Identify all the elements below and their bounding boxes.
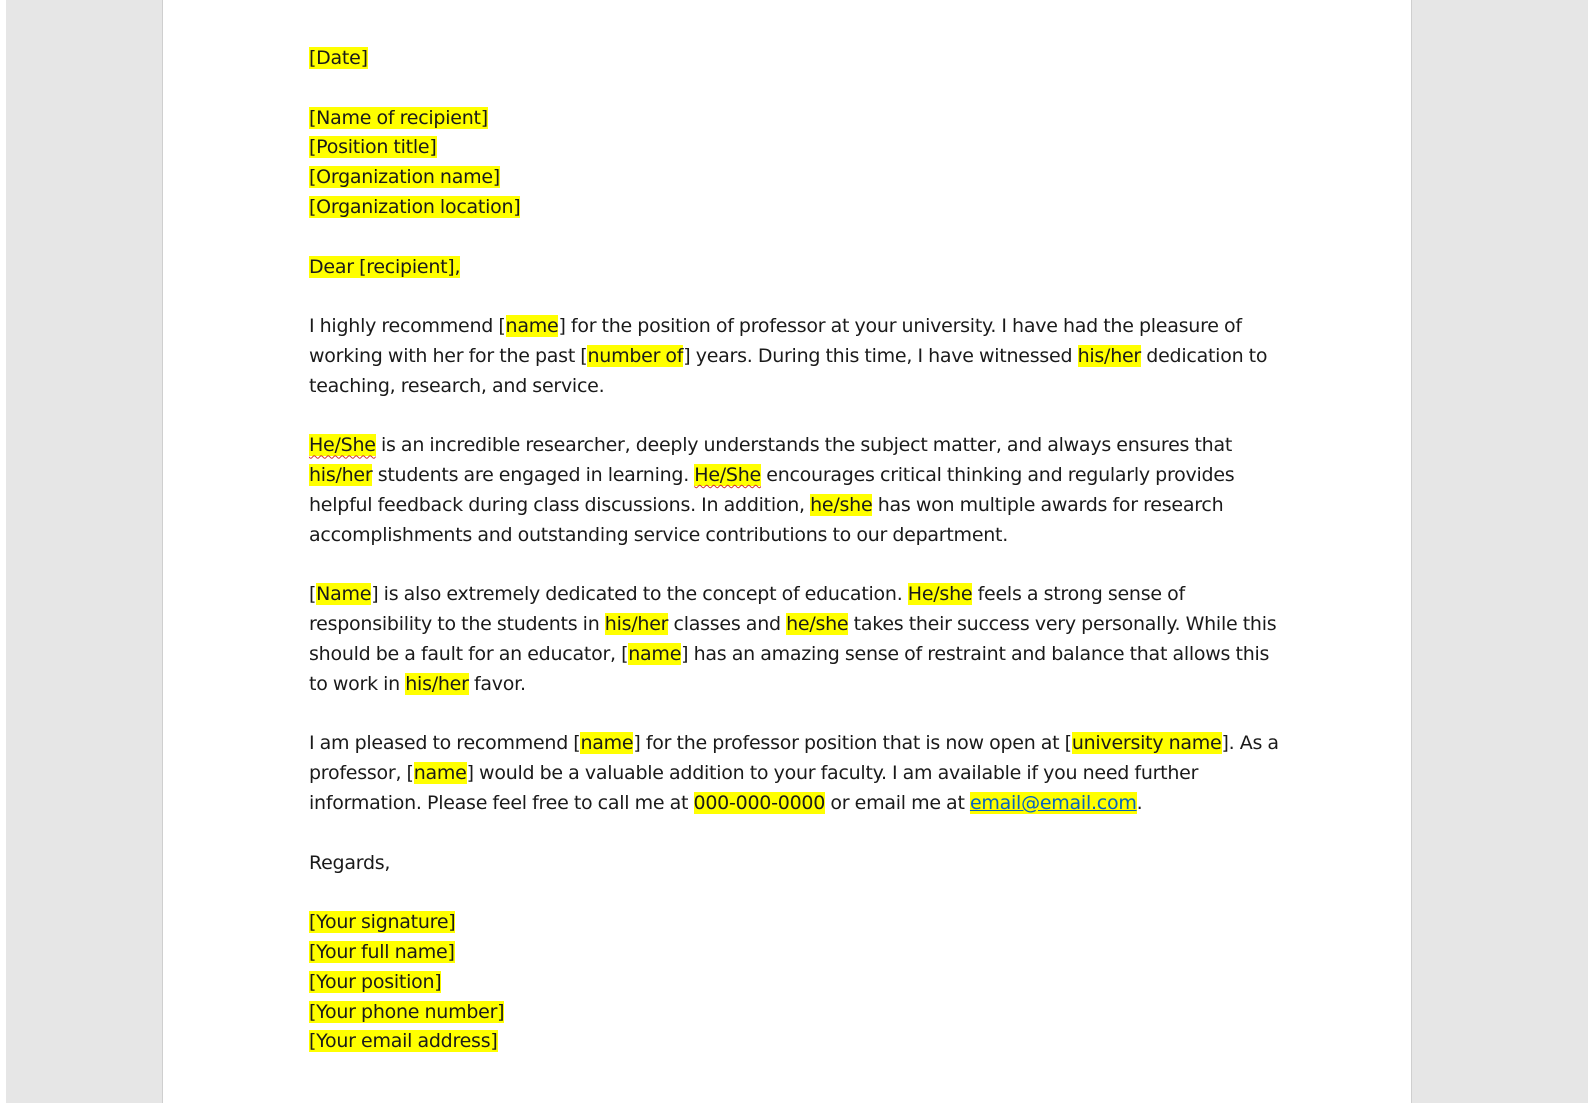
p3-text: classes and	[668, 613, 787, 636]
window-edge	[0, 0, 6, 1103]
p1-text: ] years. During this time, I have witnessed	[683, 344, 1078, 367]
spacer	[309, 700, 1284, 730]
phone-line	[309, 998, 1284, 1028]
position-placeholder: [Your position]	[309, 970, 442, 993]
recipient-organization-placeholder: [Organization name]	[309, 166, 500, 189]
full-name-line	[309, 938, 1284, 968]
p2-pronoun-placeholder: He/She	[309, 434, 376, 457]
full-name-placeholder: [Your full name]	[309, 940, 455, 963]
p3-text: feels a strong sense of responsibility to the students in	[309, 583, 1185, 636]
p3-text: ] is also extremely dedicated to the concept of education.	[371, 583, 908, 606]
spacer	[309, 551, 1284, 581]
spacer	[309, 402, 1284, 432]
p4-university-placeholder: university name	[1071, 732, 1222, 755]
p2-text: is an incredible researcher, deeply understands the subject matter, and always ensures that	[375, 434, 1233, 457]
email-address-placeholder: [Your email address]	[309, 1030, 498, 1053]
signature-line	[309, 908, 1284, 938]
p2-pronoun-placeholder: He/She	[694, 464, 761, 487]
paragraph-3	[309, 580, 1284, 699]
p4-name-placeholder: name	[580, 732, 634, 755]
position-line	[309, 968, 1284, 998]
document-body[interactable]	[309, 44, 1284, 1057]
p1-pronoun-placeholder: his/her	[1077, 344, 1141, 367]
p1-name-placeholder: name	[505, 315, 559, 338]
p3-name-placeholder: name	[628, 642, 682, 665]
p3-pronoun-placeholder: his/her	[405, 672, 469, 695]
p4-text: ] for the professor position that is now open at [	[633, 732, 1072, 755]
closing: Regards,	[309, 851, 391, 874]
p3-text: ] has an amazing sense of restraint and balance that allows this to work in	[309, 642, 1270, 695]
date-line	[309, 44, 1284, 74]
recipient-location-placeholder: [Organization location]	[309, 195, 521, 218]
p3-name-placeholder: Name	[316, 583, 372, 606]
p3-pronoun-placeholder: He/she	[907, 583, 973, 606]
salutation: Dear [recipient],	[309, 255, 461, 278]
recipient-position-line	[309, 133, 1284, 163]
recipient-position-placeholder: [Position title]	[309, 136, 437, 159]
p3-text: [	[309, 583, 317, 606]
email-link[interactable]: email@email.com	[969, 791, 1137, 814]
paragraph-2	[309, 431, 1284, 550]
p4-text: I am pleased to recommend [	[309, 732, 581, 755]
recipient-name-line	[309, 104, 1284, 134]
salutation-line	[309, 253, 1284, 283]
p3-pronoun-placeholder: his/her	[604, 613, 669, 636]
spacer	[309, 819, 1284, 849]
p1-text: dedication to teaching, research, and service.	[309, 344, 1268, 397]
paragraph-1	[309, 312, 1284, 401]
document-page[interactable]	[162, 0, 1412, 1103]
email-line	[309, 1027, 1284, 1057]
closing-line	[309, 849, 1284, 879]
p2-pronoun-placeholder: his/her	[309, 464, 373, 487]
p4-name-placeholder: name	[413, 762, 467, 785]
p2-pronoun-placeholder: he/she	[810, 493, 873, 516]
p4-text: .	[1136, 791, 1143, 814]
spacer	[309, 74, 1284, 104]
p4-text: or email me at	[825, 791, 970, 814]
p3-pronoun-placeholder: he/she	[786, 613, 849, 636]
p3-text: favor.	[468, 672, 526, 695]
recipient-name-placeholder: [Name of recipient]	[309, 106, 488, 129]
p1-years-placeholder: number of	[587, 344, 684, 367]
p4-text: ] would be a valuable addition to your faculty. I am available if you need further information. Please feel free to call me at	[309, 762, 1199, 814]
spacer	[309, 878, 1284, 908]
date-placeholder: [Date]	[309, 47, 368, 69]
paragraph-4	[309, 729, 1284, 818]
p1-text: I highly recommend [	[309, 315, 506, 338]
p4-text: ]. As a professor, [	[309, 732, 1279, 785]
p3-text: takes their success very personally. While this should be a fault for an educator, [	[309, 613, 1277, 665]
p2-text: encourages critical thinking and regularly provides helpful feedback during class discussions. In addition,	[309, 464, 1235, 516]
phone-number-placeholder: [Your phone number]	[309, 1000, 505, 1023]
recipient-location-line	[309, 193, 1284, 223]
signature-placeholder: [Your signature]	[309, 911, 456, 934]
p1-text: ] for the position of professor at your university. I have had the pleasure of working with her for the past [	[309, 315, 1242, 367]
p2-text: has won multiple awards for research accomplishments and outstanding service contributions to our department.	[309, 493, 1224, 546]
spacer	[309, 282, 1284, 312]
spacer	[309, 223, 1284, 253]
recipient-organization-line	[309, 163, 1284, 193]
p2-text: students are engaged in learning.	[372, 464, 695, 487]
phone-placeholder: 000-000-0000	[693, 791, 826, 814]
